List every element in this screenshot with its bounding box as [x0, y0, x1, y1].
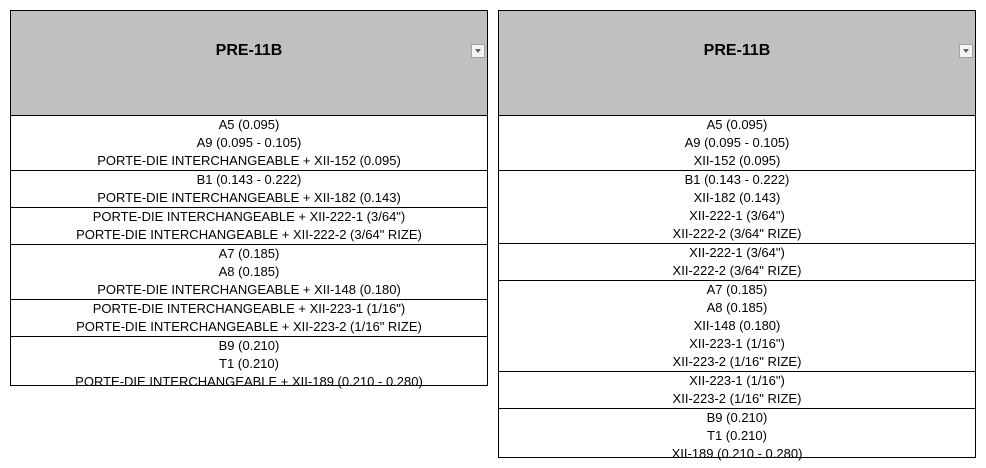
cell-line: B1 (0.143 - 0.222) [196, 172, 302, 187]
cell-line: PORTE-DIE INTERCHANGEABLE + XII-222-1 (3/64") [92, 209, 406, 224]
table-cell[interactable] [11, 171, 487, 208]
cell-line: XII-222-2 (3/64" RIZE) [672, 263, 802, 278]
table-cell[interactable] [499, 372, 975, 409]
cell-line: PORTE-DIE INTERCHANGEABLE + XII-223-2 (1/16" RIZE) [76, 319, 422, 334]
cell-line: A5 (0.095) [706, 117, 768, 132]
cell-line: XII-182 (0.143) [693, 190, 781, 205]
cell-line: PORTE-DIE INTERCHANGEABLE + XII-148 (0.180) [97, 282, 401, 297]
cell-line: PORTE-DIE INTERCHANGEABLE + XII-223-1 (1/16") [92, 301, 406, 316]
filter-dropdown-button[interactable] [959, 44, 973, 58]
table-cell[interactable] [499, 244, 975, 281]
table-cell[interactable] [11, 245, 487, 300]
table-body [499, 116, 975, 463]
table-cell[interactable] [499, 409, 975, 463]
cell-line: T1 (0.210) [219, 356, 279, 371]
cell-line: PORTE-DIE INTERCHANGEABLE + XII-182 (0.143) [97, 190, 401, 205]
column-header-title: PRE-11B [703, 42, 771, 59]
column-header [11, 11, 487, 116]
cell-line: XII-222-2 (3/64" RIZE) [672, 226, 802, 241]
cell-line: PORTE-DIE INTERCHANGEABLE + XII-152 (0.095) [97, 153, 401, 168]
table-cell[interactable] [11, 116, 487, 171]
cell-line: B9 (0.210) [706, 410, 768, 425]
cell-line: XII-223-2 (1/16" RIZE) [672, 391, 802, 406]
cell-line: A8 (0.185) [218, 264, 280, 279]
cell-line: A7 (0.185) [706, 282, 768, 297]
cell-line: XII-223-2 (1/16" RIZE) [672, 354, 802, 369]
dropdown-arrow-icon [475, 49, 481, 53]
table-cell[interactable] [499, 281, 975, 372]
table-cell[interactable] [499, 171, 975, 244]
cell-line: PORTE-DIE INTERCHANGEABLE + XII-222-2 (3/64" RIZE) [76, 227, 422, 242]
cell-line: XII-152 (0.095) [693, 153, 781, 168]
table-cell[interactable] [499, 116, 975, 171]
cell-line: XII-148 (0.180) [693, 318, 781, 333]
table-cell[interactable] [11, 337, 487, 391]
cell-line: A9 (0.095 - 0.105) [684, 135, 790, 150]
column-header [499, 11, 975, 116]
table-cell[interactable] [11, 300, 487, 337]
cell-line: A9 (0.095 - 0.105) [196, 135, 302, 150]
filter-dropdown-button[interactable] [471, 44, 485, 58]
cell-line: T1 (0.210) [707, 428, 767, 443]
cell-line: A7 (0.185) [218, 246, 280, 261]
cell-line: XII-189 (0.210 - 0.280) [671, 446, 803, 461]
table-body [11, 116, 487, 391]
cell-line: B9 (0.210) [218, 338, 280, 353]
cell-line: XII-222-1 (3/64") [689, 245, 785, 260]
cell-line: A5 (0.095) [218, 117, 280, 132]
cell-line: XII-223-1 (1/16") [689, 336, 785, 351]
table-left [10, 10, 488, 389]
dropdown-arrow-icon [963, 49, 969, 53]
cell-line: B1 (0.143 - 0.222) [684, 172, 790, 187]
column-header-title: PRE-11B [215, 42, 283, 59]
cell-line: PORTE-DIE INTERCHANGEABLE + XII-189 (0.210 - 0.280) [75, 374, 423, 389]
table-cell[interactable] [11, 208, 487, 245]
cell-line: A8 (0.185) [706, 300, 768, 315]
cell-line: XII-223-1 (1/16") [689, 373, 785, 388]
cell-line: XII-222-1 (3/64") [689, 208, 785, 223]
table-right [498, 10, 976, 461]
